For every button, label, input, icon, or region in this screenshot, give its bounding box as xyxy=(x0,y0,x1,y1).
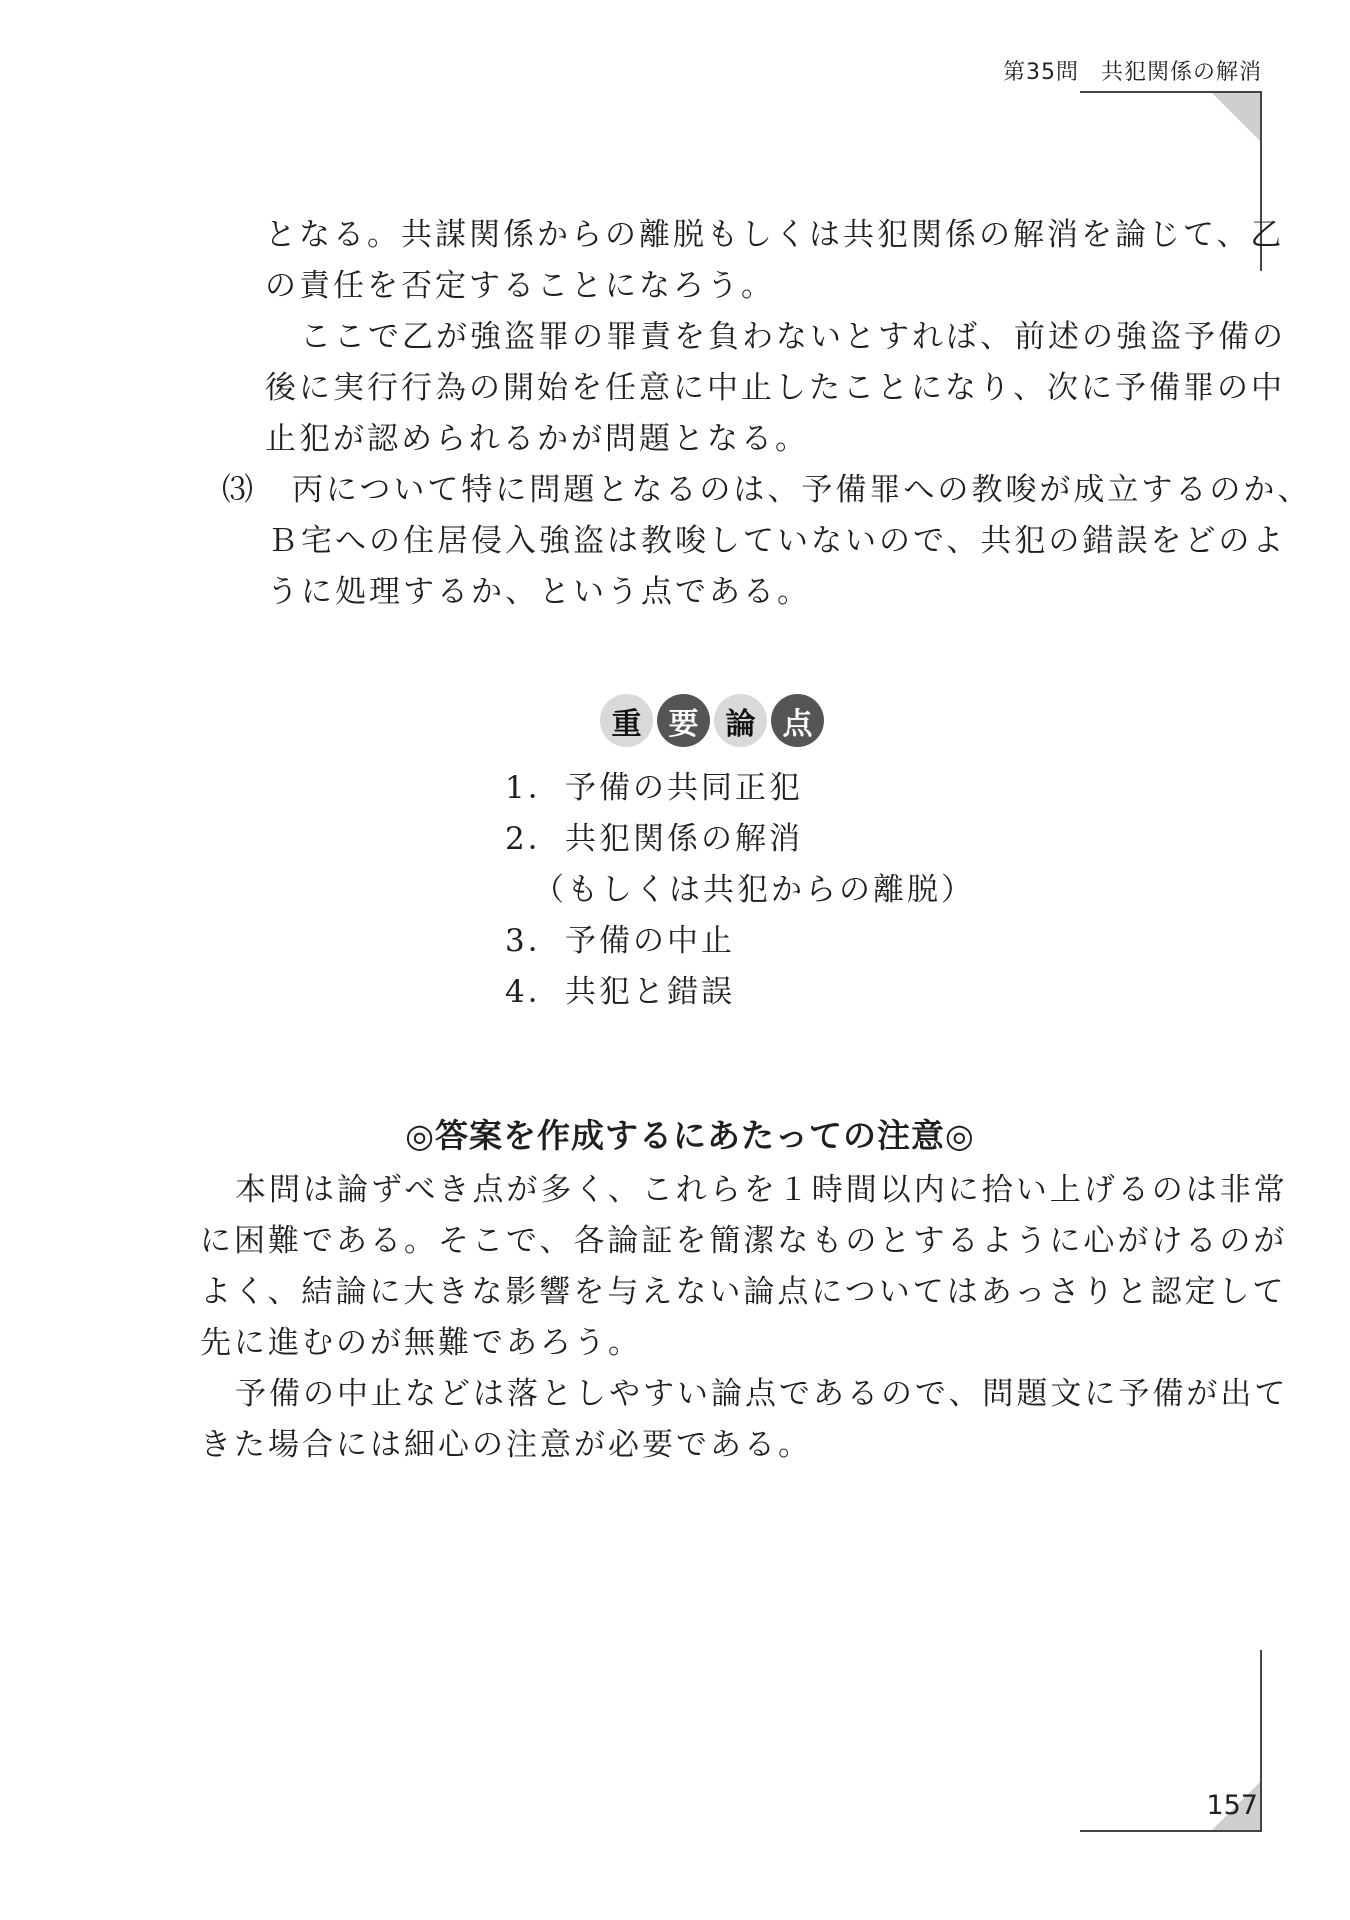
footer-side-rule xyxy=(1260,1650,1262,1832)
text-line: うに処理するか、という点である。 xyxy=(267,574,811,610)
key-points-heading xyxy=(600,694,824,747)
paragraph-continuation xyxy=(265,210,1285,312)
question-number: 第35問 xyxy=(1002,60,1079,85)
text-line: 本問は論ずべき点が多く、これらを１時間以内に拾い上げるのは非常 xyxy=(235,1172,1288,1208)
text-line: 後に実行行為の開始を任意に中止したことになり、次に予備罪の中 xyxy=(265,370,1285,406)
key-points-list xyxy=(505,763,975,1018)
text-line: の責任を否定することになろう。 xyxy=(265,268,775,304)
text-line: ここで乙が強盗罪の罪責を負わないとすれば、前述の強盗予備の xyxy=(300,319,1286,355)
item-text: 予備の共同正犯 xyxy=(565,770,803,806)
text-line: 予備の中止などは落としやすい論点であるので、問題文に予備が出て xyxy=(235,1376,1289,1412)
item-number: 2． xyxy=(505,821,562,857)
key-points-char: 要 xyxy=(657,694,710,747)
list-item xyxy=(505,814,975,865)
item-subtext: （もしくは共犯からの離脱） xyxy=(533,872,975,908)
footer-rule xyxy=(1080,1830,1262,1832)
item-number: 3． xyxy=(505,923,562,959)
item-marker: ⑶ xyxy=(222,472,256,508)
text-line xyxy=(222,465,1312,516)
item-text: 予備の中止 xyxy=(565,923,735,959)
list-item xyxy=(505,967,975,1018)
item-number: 4． xyxy=(505,974,562,1010)
list-item xyxy=(505,763,975,814)
text-line: となる。共謀関係からの離脱もしくは共犯関係の解消を論じて、乙 xyxy=(265,217,1285,253)
text-line: きた場合には細心の注意が必要である。 xyxy=(200,1427,812,1463)
text-line: 止犯が認められるかが問題となる。 xyxy=(265,421,809,457)
text-line: 先に進むのが無難であろう。 xyxy=(200,1325,642,1361)
list-item xyxy=(505,916,975,967)
item-text: 共犯関係の解消 xyxy=(565,821,803,857)
key-points-char: 重 xyxy=(600,694,653,747)
running-header xyxy=(1003,55,1262,86)
item-text: 共犯と錯誤 xyxy=(565,974,735,1010)
header-corner-tab xyxy=(1212,93,1260,141)
chapter-title: 共犯関係の解消 xyxy=(1100,60,1262,85)
key-points-char: 点 xyxy=(771,694,824,747)
text-span: 丙について特に問題となるのは、予備罪への教唆が成立するのか、 xyxy=(292,472,1312,508)
caution-heading: ◎答案を作成するにあたっての注意◎ xyxy=(405,1116,975,1155)
item-number: 1． xyxy=(505,770,562,806)
caution-body xyxy=(200,1165,1289,1471)
item-3 xyxy=(222,465,1312,618)
text-line: に困難である。そこで、各論証を簡潔なものとするように心がけるのが xyxy=(200,1223,1288,1259)
page-number: 157 xyxy=(1206,1790,1258,1821)
key-points-char: 論 xyxy=(714,694,767,747)
text-line: よく、結論に大きな影響を与えない論点についてはあっさりと認定して xyxy=(200,1274,1287,1310)
text-line: Ｂ宅への住居侵入強盗は教唆していないので、共犯の錯誤をどのよ xyxy=(267,523,1287,559)
paragraph-2 xyxy=(265,312,1286,465)
